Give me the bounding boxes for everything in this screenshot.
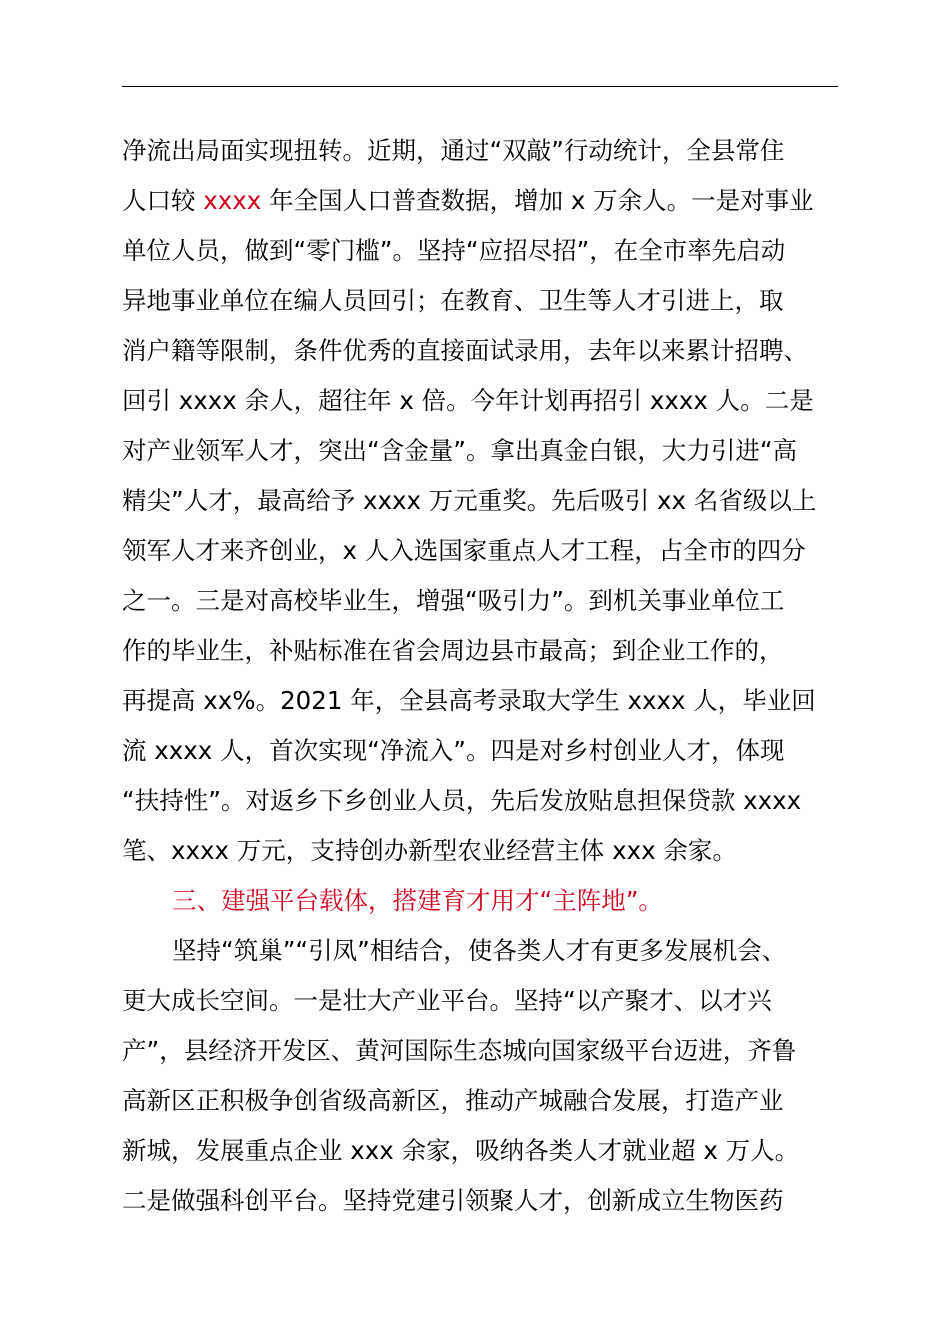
highlighted-placeholder: xxxx [203, 186, 262, 215]
text-line: 异地事业单位在编人员回引；在教育、卫生等人才引进上，取 [122, 286, 784, 315]
text-line: 二是做强科创平台。坚持党建引领聚人才，创新成立生物医药 [122, 1186, 784, 1215]
text-line: 高新区正积极争创省级高新区，推动产城融合发展，打造产业 [122, 1086, 784, 1115]
text-line: 产”，县经济开发区、黄河国际生态城向国家级平台迈进，齐鲁 [122, 1036, 797, 1065]
document-body [122, 126, 842, 1226]
text-line: 领军人才来齐创业，x 人入选国家重点人才工程，占全市的四分 [122, 536, 806, 565]
text-line: 对产业领军人才，突出“含金量”。拿出真金白银，大力引进“高 [122, 436, 798, 465]
text-line: 精尖”人才，最高给予 xxxx 万元重奖。先后吸引 xx 名省级以上 [122, 486, 817, 515]
section-heading: 三、建强平台载体，搭建育才用才“主阵地”。 [172, 886, 663, 915]
text-line [122, 176, 842, 226]
text-line: 作的毕业生，补贴标准在省会周边县市最高；到企业工作的， [122, 636, 784, 665]
text-line: 流 xxxx 人，首次实现“净流入”。四是对乡村创业人才，体现 [122, 736, 785, 765]
text-line: 净流出局面实现扭转。近期，通过“双敲”行动统计，全县常住 [122, 136, 785, 165]
text-line: “扶持性”。对返乡下乡创业人员，先后发放贴息担保贷款 xxxx [122, 786, 802, 815]
text-segment: 人口较 [122, 186, 204, 215]
text-line: 单位人员，做到“零门槛”。坚持“应招尽招”，在全市率先启动 [122, 236, 786, 265]
text-line: 更大成长空间。一是壮大产业平台。坚持“以产聚才、以才兴 [122, 986, 772, 1015]
text-line: 回引 xxxx 余人，超往年 x 倍。今年计划再招引 xxxx 人。二是 [122, 386, 814, 415]
text-line: 消户籍等限制，条件优秀的直接面试录用，去年以来累计招聘、 [122, 336, 808, 365]
text-line: 新城，发展重点企业 xxx 余家，吸纳各类人才就业超 x 万人。 [122, 1136, 800, 1165]
text-segment: 年全国人口普查数据，增加 x 万余人。一是对事业 [261, 186, 814, 215]
text-line: 笔、xxxx 万元，支持创办新型农业经营主体 xxx 余家。 [122, 836, 737, 865]
text-line: 再提高 xx%。2021 年，全县高考录取大学生 xxxx 人，毕业回 [122, 686, 816, 715]
text-line: 之一。三是对高校毕业生，增强“吸引力”。到机关事业单位工 [122, 586, 785, 615]
text-line: 坚持“筑巢”“引凤”相结合，使各类人才有更多发展机会、 [172, 936, 787, 965]
header-rule [122, 86, 838, 87]
